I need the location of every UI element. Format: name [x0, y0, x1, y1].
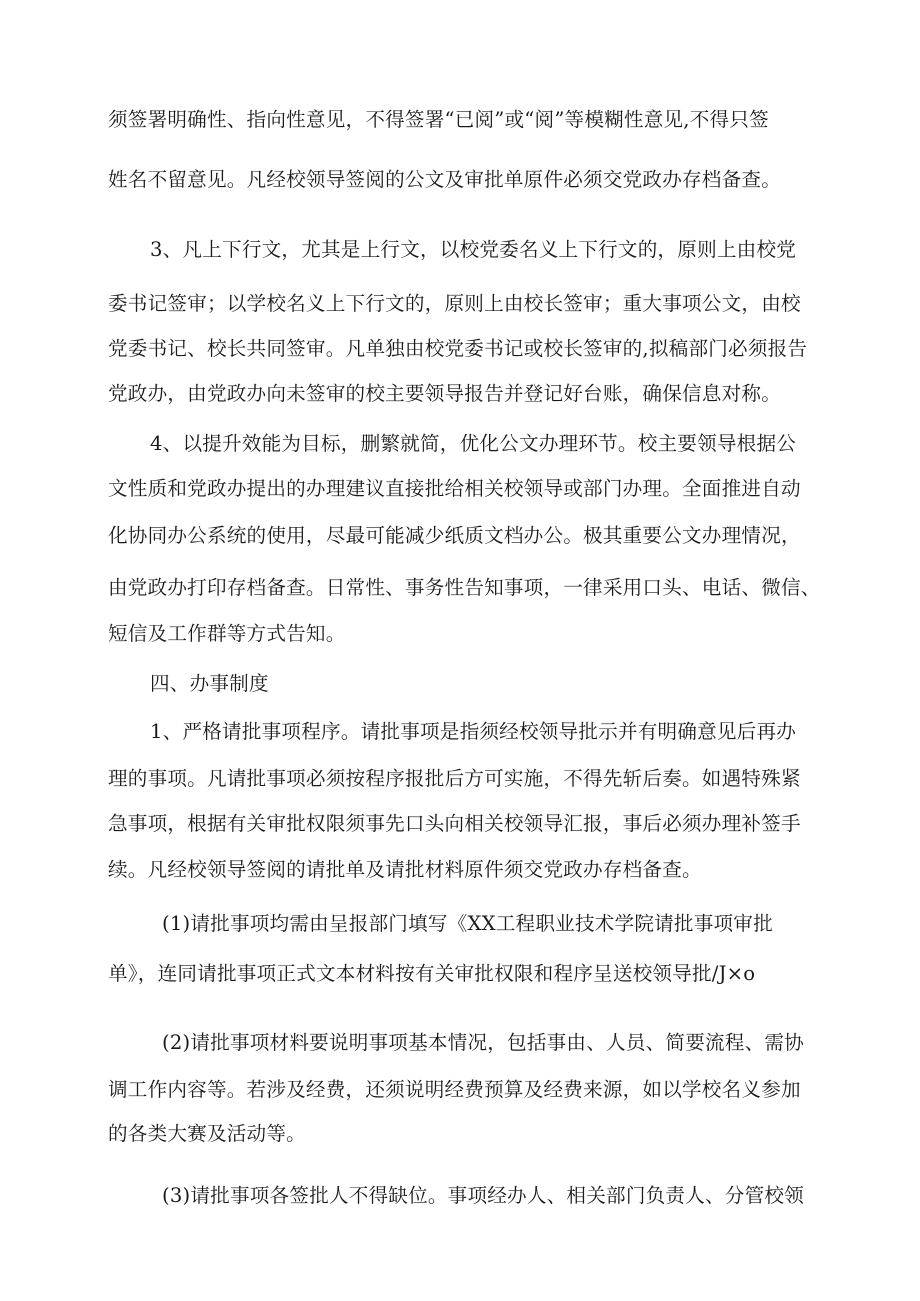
text-line: 委书记签审；以学校名义上下行文的，原则上由校长签审；重大事项公文，由校: [108, 292, 801, 315]
section-heading: 四、办事制度: [150, 672, 269, 695]
text-line: 姓名不留意见。凡经校领导签阅的公文及审批单原件必须交党政办存档备查。: [108, 168, 781, 191]
text-line: 文性质和党政办提出的办理建议直接批给相关校领导或部门办理。全面推进自动: [108, 477, 801, 500]
paragraph-3-line: 3、凡上下行文，尤其是上行文，以校党委名义上下行文的，原则上由校党: [150, 238, 797, 261]
text-line: 短信及工作群等方式告知。: [108, 622, 346, 645]
text-line: 调工作内容等。若涉及经费，还须说明经费预算及经费来源，如以学校名义参加: [108, 1078, 801, 1101]
item-1-line: (1)请批事项均需由呈报部门填写《XX工程职业技术学院请批事项审批: [162, 912, 773, 935]
item-3-line: (3)请批事项各签批人不得缺位。事项经办人、相关部门负责人、分管校领: [162, 1184, 804, 1207]
text-line: 党委书记、校长共同签审。凡单独由校党委书记或校长签审的,拟稿部门必须报告: [108, 337, 808, 360]
paragraph-1-line: 1、严格请批事项程序。请批事项是指须经校领导批示并有明确意见后再办: [150, 720, 797, 743]
text-line: 化协同办公系统的使用，尽最可能减少纸质文档办公。极其重要公文办理情况，: [108, 524, 801, 547]
text-line: 理的事项。凡请批事项必须按程序报批后方可实施，不得先斩后奏。如遇特殊紧: [108, 767, 801, 790]
text-line: 急事项，根据有关审批权限须事先口头向相关校领导汇报，事后必须办理补签手: [108, 812, 801, 835]
text-line: 须签署明确性、指向性意见，不得签署“已阅”或“阅”等模糊性意见,不得只签: [108, 108, 769, 131]
item-2-line: (2)请批事项材料要说明事项基本情况，包括事由、人员、简要流程、需协: [162, 1031, 804, 1054]
text-line: 由党政办打印存档备查。日常性、事务性告知事项，一律采用口头、电话、微信、: [108, 576, 821, 599]
text-line: 的各类大赛及活动等。: [108, 1122, 306, 1145]
text-line: 续。凡经校领导签阅的请批单及请批材料原件须交党政办存档备查。: [108, 858, 702, 881]
paragraph-4-line: 4、以提升效能为目标，删繁就简，优化公文办理环节。校主要领导根据公: [150, 432, 797, 455]
text-line: 单》，连同请批事项正式文本材料按有关审批权限和程序呈送校领导批/J×o: [108, 962, 756, 985]
text-line: 党政办，由党政办向未签审的校主要领导报告并登记好台账，确保信息对称。: [108, 382, 781, 405]
